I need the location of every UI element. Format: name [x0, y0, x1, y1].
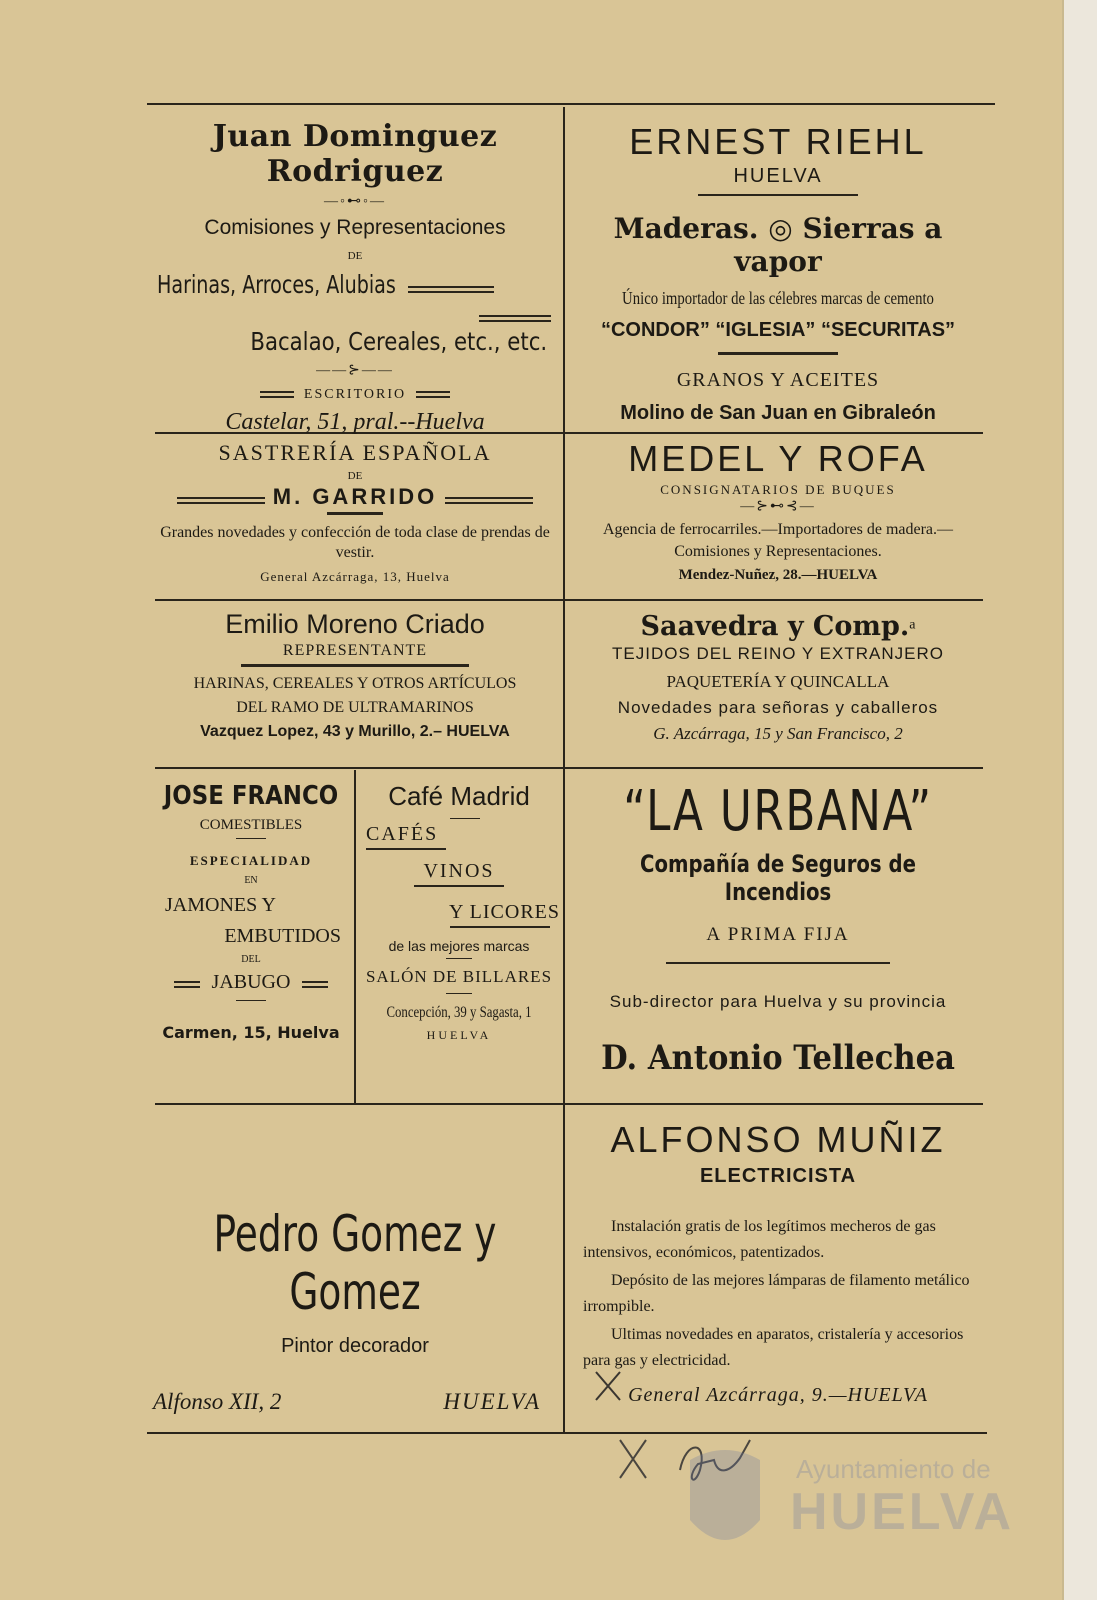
divider-vertical-small — [354, 770, 356, 1103]
ad-franco-origin: JABUGO — [211, 971, 291, 993]
ad-gomez — [151, 1109, 559, 1429]
double-rule — [479, 315, 551, 322]
ad-dominguez-line1: Harinas, Arroces, Alubias — [157, 270, 396, 299]
rule — [366, 848, 446, 850]
ad-riehl-brands: “CONDOR” “IGLESIA” “SECURITAS” — [600, 319, 956, 341]
rule — [327, 512, 383, 515]
ad-saavedra-line2: PAQUETERÍA Y QUINCALLA — [666, 672, 890, 691]
ad-gomez-address: Alfonso XII, 2 — [153, 1389, 282, 1414]
ad-dominguez — [151, 115, 559, 435]
ad-franco-specialty: ESPECIALIDAD — [189, 853, 313, 868]
ad-sastreria-de: DE — [347, 470, 363, 482]
ad-medel-address: Mendez-Nuñez, 28.—HUELVA — [678, 567, 878, 583]
ad-dominguez-line2-row — [151, 309, 547, 356]
ad-cafe-item1: CAFÉS — [366, 823, 439, 845]
rule — [718, 352, 838, 355]
ad-gomez-city: HUELVA — [443, 1389, 541, 1414]
ad-franco-del: DEL — [241, 954, 261, 965]
ad-riehl-city: HUELVA — [733, 165, 823, 187]
ad-franco-line2: EMBUTIDOS — [224, 925, 341, 947]
ad-urbana-subdirector: Sub-director para Huelva y su provincia — [609, 992, 947, 1011]
watermark-line2: HUELVA — [790, 1483, 1015, 1541]
ad-franco-address: Carmen, 15, Huelva — [162, 1023, 340, 1042]
ad-medel-subtitle: CONSIGNATARIOS DE BUQUES — [660, 482, 896, 497]
short-rule — [450, 818, 480, 819]
ad-riehl-importer: Único importador de las célebres marcas de cemento — [622, 288, 934, 308]
ad-medel-name: MEDEL Y ROFA — [628, 438, 928, 479]
ad-cafe-city: HUELVA — [426, 1028, 492, 1042]
ad-sastreria-name: SASTRERÍA ESPAÑOLA — [218, 440, 492, 465]
short-rule — [446, 958, 472, 959]
double-rule — [445, 497, 533, 504]
ad-franco-name: JOSE FRANCO — [163, 781, 339, 811]
ad-dominguez-line2: Bacalao, Cereales, etc., etc. — [250, 327, 547, 356]
ad-cafe-note: de las mejores marcas — [388, 938, 530, 954]
divider-row-2 — [155, 599, 983, 601]
ad-saavedra-superscript: a — [909, 617, 916, 633]
ad-franco-role: COMESTIBLES — [199, 817, 303, 833]
ad-saavedra — [567, 605, 989, 763]
ad-cafe-billiards: SALÓN DE BILLARES — [365, 967, 553, 986]
ad-muniz-p1: Instalación gratis de los legítimos mecheros de gas intensivos, económicos, patentizados. — [583, 1218, 936, 1261]
archive-watermark — [680, 1430, 1020, 1560]
short-rule — [236, 1000, 266, 1001]
ad-cafe — [358, 773, 560, 1099]
ad-gomez-name: Pedro Gomez y Gomez — [213, 1205, 497, 1321]
ad-dominguez-line1-row — [157, 270, 559, 299]
ad-moreno-address: Vazquez Lopez, 43 y Murillo, 2.– HUELVA — [200, 723, 510, 740]
divider-row-3 — [155, 767, 983, 769]
ad-cafe-address: Concepción, 39 y Sagasta, 1 — [386, 1004, 532, 1021]
ad-medel — [567, 438, 989, 596]
divider-row-4 — [155, 1103, 983, 1105]
rule — [450, 926, 550, 928]
double-rule — [408, 286, 494, 293]
ad-moreno-line2: DEL RAMO DE ULTRAMARINOS — [236, 699, 474, 716]
ad-sastreria — [151, 438, 559, 596]
ad-muniz-p2: Depósito de las mejores lámparas de filamento metálico irrompible. — [583, 1272, 970, 1315]
ad-saavedra-address: G. Azcárraga, 15 y San Francisco, 2 — [653, 724, 903, 743]
ad-cafe-name: Café Madrid — [388, 781, 530, 811]
ad-saavedra-line3: Novedades para señoras y caballeros — [617, 698, 939, 717]
ad-urbana-rate: A PRIMA FIJA — [706, 924, 850, 945]
ad-saavedra-name: Saavedra y Comp. — [640, 611, 910, 642]
ad-sastreria-owner-row — [151, 484, 559, 510]
ad-cafe-item2: VINOS — [423, 860, 495, 882]
ad-muniz-name: ALFONSO MUÑIZ — [610, 1119, 946, 1160]
double-rule — [177, 497, 265, 504]
ad-moreno-role: REPRESENTANTE — [282, 642, 428, 659]
ad-sastreria-description: Grandes novedades y confección de toda clase de prendas de vestir. — [160, 524, 550, 561]
ad-franco-en: EN — [244, 875, 258, 886]
double-rule — [260, 391, 294, 398]
ad-grid — [147, 103, 995, 1467]
ad-franco — [151, 773, 351, 1099]
ad-urbana-person: D. Antonio Tellechea — [601, 1038, 955, 1078]
ad-riehl-business: Maderas. ◎ Sierras a vapor — [613, 212, 943, 278]
ad-riehl — [567, 115, 989, 427]
ad-moreno — [151, 605, 559, 763]
divider-vertical-main — [563, 107, 565, 1432]
rule — [698, 194, 858, 196]
ad-cafe-item3: Y LICORES — [448, 901, 560, 923]
short-rule — [446, 993, 472, 994]
ad-dominguez-office: ESCRITORIO — [303, 387, 407, 402]
short-rule — [236, 838, 266, 839]
coat-of-arms-icon — [680, 1440, 770, 1560]
ad-moreno-line1: HARINAS, CEREALES Y OTROS ARTÍCULOS — [193, 675, 517, 692]
ad-dominguez-office-row — [151, 385, 559, 403]
double-rule — [302, 981, 328, 988]
ad-riehl-grains: GRANOS Y ACEITES — [676, 369, 880, 391]
ad-sastreria-address: General Azcárraga, 13, Huelva — [260, 569, 450, 584]
rule — [414, 885, 504, 887]
rule — [241, 664, 469, 667]
ornament: —◦⊷◦— — [324, 194, 386, 209]
ad-dominguez-de: DE — [347, 250, 363, 262]
ad-riehl-name: ERNEST RIEHL — [629, 121, 927, 162]
page-edge — [1062, 0, 1097, 1600]
ad-urbana-name: “LA URBANA” — [623, 779, 933, 844]
ad-riehl-mill: Molino de San Juan en Gibraleón — [620, 402, 936, 424]
ad-dominguez-address: Castelar, 51, pral.--Huelva — [225, 409, 485, 435]
ad-muniz-p3: Ultimas novedades en aparatos, cristalería y accesorios para gas y electricidad. — [583, 1326, 964, 1369]
ad-urbana-company: Compañía de Seguros de Incendios — [640, 850, 916, 906]
rule — [666, 962, 890, 964]
ad-muniz-address: General Azcárraga, 9.—HUELVA — [628, 1384, 928, 1406]
ad-muniz-role: ELECTRICISTA — [699, 1165, 857, 1187]
ad-sastreria-owner: M. GARRIDO — [272, 484, 438, 509]
ad-dominguez-name: Juan Dominguez Rodriguez — [212, 119, 498, 189]
double-rule — [416, 391, 450, 398]
ad-dominguez-tagline: Comisiones y Representaciones — [204, 216, 506, 239]
ad-moreno-name: Emilio Moreno Criado — [225, 609, 485, 639]
ad-urbana — [567, 773, 989, 1099]
ad-saavedra-name-row — [567, 611, 989, 642]
double-rule — [174, 981, 200, 988]
ad-gomez-role: Pintor decorador — [281, 1335, 429, 1357]
watermark-line1: Ayuntamiento de — [796, 1454, 991, 1484]
ornament: ——⊱—— — [316, 363, 394, 378]
ad-franco-line1: JAMONES Y — [165, 894, 276, 916]
ad-saavedra-line1: TEJIDOS DEL REINO Y EXTRANJERO — [612, 644, 944, 663]
ad-medel-description: Agencia de ferrocarriles.—Importadores de madera.—Comisiones y Representaciones. — [602, 521, 954, 560]
ad-franco-origin-row — [151, 971, 351, 994]
ornament: —⊱⊷⊰— — [740, 499, 816, 514]
